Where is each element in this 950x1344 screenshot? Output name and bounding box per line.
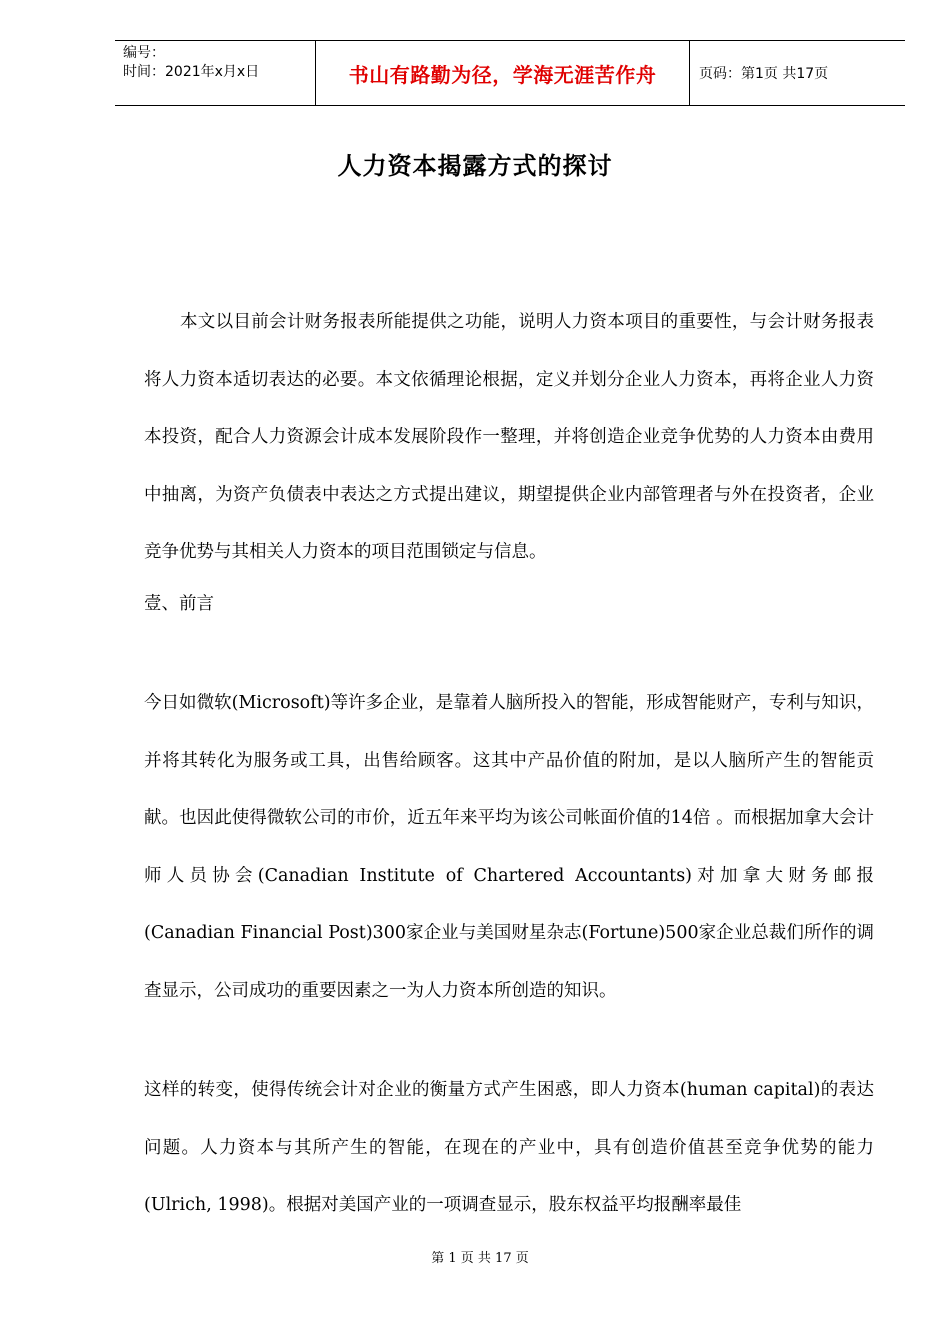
abstract-paragraph: 本文以目前会计财务报表所能提供之功能，说明人力资本项目的重要性，与会计财务报表将人力资本适切表达的必要。本文依循理论根据，定义并划分企业人力资本，再将企业人力资本投资，配合人力资源会计成本发展阶段作一整理，并将创造企业竞争优势的人力资本由费用中抽离，为资产负债表中表达之方式提出建议，期望提供企业内部管理者与外在投资者，企业竞争优势与其相关人力资本的项目范围锁定与信息。 (144, 312, 874, 562)
header-page-cell (690, 41, 905, 105)
page-footer: 第 1 页 共 17 页 (431, 1251, 529, 1266)
body-paragraph-1: 今日如微软(Microsoft)等许多企业，是靠着人脑所投入的智能，形成智能财产，专利与知识，并将其转化为服务或工具，出售给顾客。这其中产品价值的附加，是以人脑所产生的智能贡献。也因此使得微软公司的市价，近五年来平均为该公司帐面价值的14倍 。而根据加拿大会计师人员协会(Canadian Institute of Chartered Accountants)对加拿大财务邮报(Canadian Financial Post)300家企业与美国财星杂志(Fortune)500家企业总裁们所作的调查显示，公司成功的重要因素之一为人力资本所创造的知识。 (144, 693, 874, 1001)
header-motto-cell (316, 41, 690, 105)
number-label: 编号： (123, 45, 165, 61)
paragraph-1-block (144, 675, 874, 1020)
page-info: 页码：第1页 共17页 (699, 66, 829, 82)
header-meta-cell (115, 41, 316, 105)
section-heading-block (144, 592, 874, 616)
document-title: 人力资本揭露方式的探讨 (337, 151, 613, 180)
abstract-block (144, 294, 874, 582)
section-heading: 壹、前言 (144, 594, 214, 614)
time-label: 时间：2021年x月x日 (123, 64, 260, 80)
paragraph-2-block (144, 1062, 874, 1235)
body-paragraph-2: 这样的转变，使得传统会计对企业的衡量方式产生困惑，即人力资本(human capital)的表达问题。人力资本与其所产生的智能，在现在的产业中，具有创造价值甚至竞争优势的能力(Ulrich, 1998)。根据对美国产业的一项调查显示，股东权益平均报酬率最佳 (144, 1080, 874, 1215)
motto-text: 书山有路勤为径，学海无涯苦作舟 (348, 62, 657, 87)
header-table (115, 40, 905, 106)
